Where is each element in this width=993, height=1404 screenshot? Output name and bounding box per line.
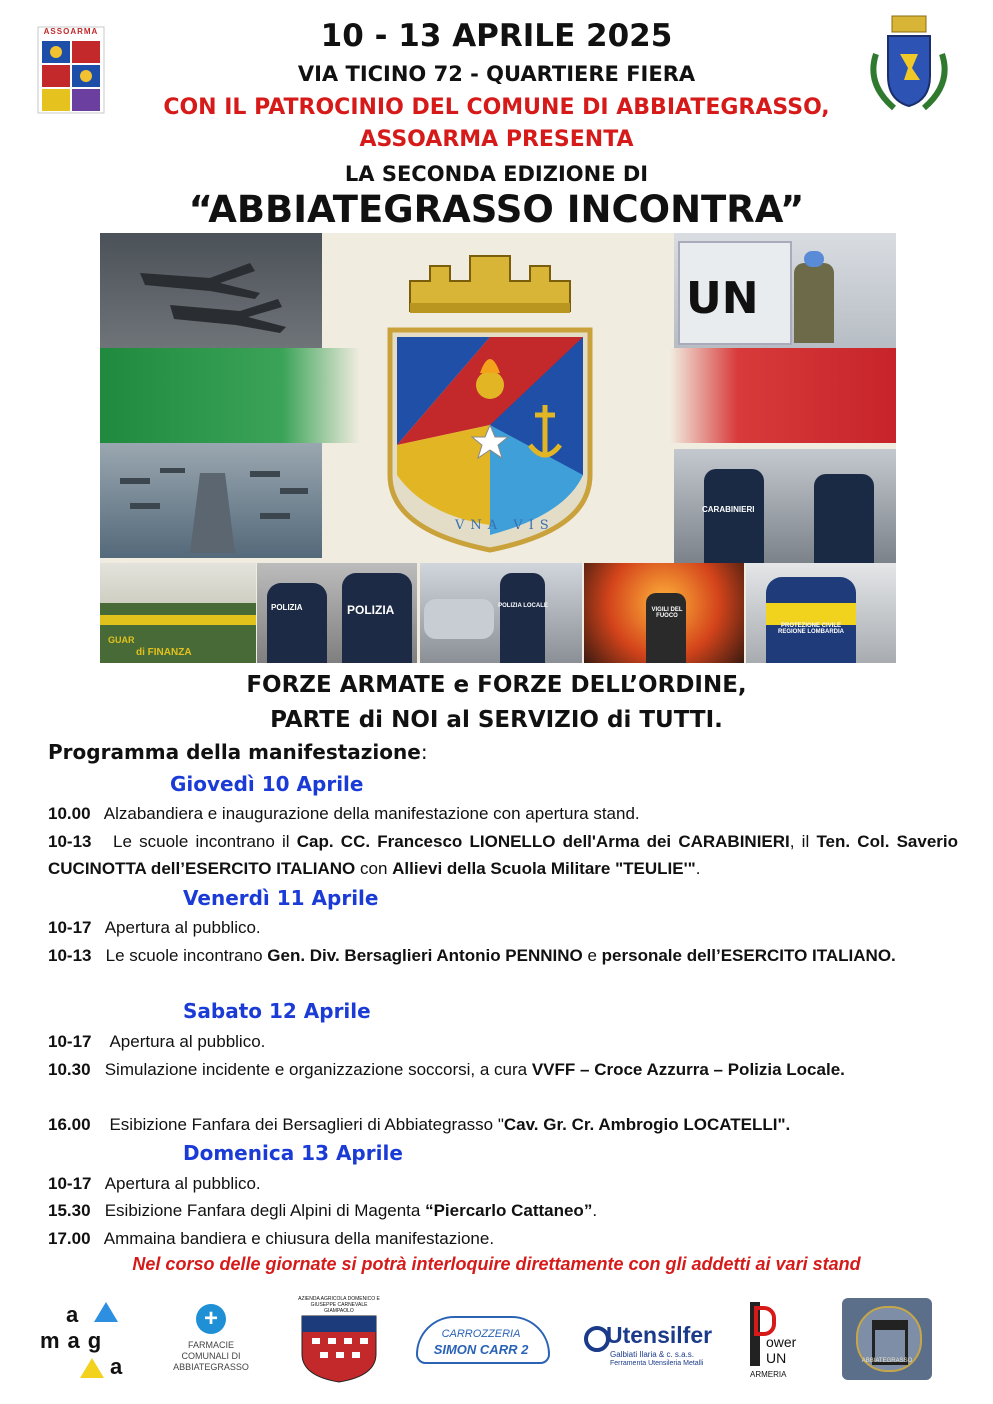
assoarma-label: ASSOARMA: [43, 27, 99, 36]
amaga-a2: a: [110, 1354, 123, 1379]
program-title-colon: :: [420, 740, 428, 764]
sponsor-utensilfer-logo: [580, 1296, 713, 1382]
event-bold: Allievi della Scuola Militare "TEULIE'": [392, 859, 696, 878]
program-title: [48, 740, 428, 764]
triangle-icon: [80, 1358, 104, 1378]
polizia-label: POLIZIA: [347, 603, 395, 617]
event-text: Apertura al pubblico.: [104, 918, 261, 937]
event-time: 10-13: [48, 832, 92, 851]
gdf-label-top: GUAR: [108, 635, 135, 645]
event-text: , il: [789, 832, 817, 851]
patronage-line-1: CON IL PATROCINIO DEL COMUNE DI ABBIATEGRASSO,: [163, 95, 830, 120]
edition-line: LA SECONDA EDIZIONE DI: [344, 162, 649, 186]
event-bold: Gen. Div. Bersaglieri Antonio PENNINO: [267, 946, 583, 965]
utensilfer-label: Utensilfer: [606, 1322, 713, 1348]
flag-red-band: [670, 348, 896, 443]
un-label: UN: [686, 273, 759, 324]
thu-event-2: [48, 828, 958, 882]
event-time: 10-13: [48, 946, 92, 965]
photo-guardia-finanza: [100, 563, 256, 663]
event-time: 10-17: [48, 1032, 92, 1051]
event-bold: personale dell’ESERCITO ITALIANO.: [601, 946, 896, 965]
photo-protezione-civile: [746, 563, 896, 663]
gruppo-label: ABBIATEGRASSO: [861, 1358, 913, 1364]
military-crest: [385, 325, 595, 555]
sat-event-3: [48, 1111, 958, 1138]
day-thursday: Giovedì 10 Aprile: [170, 772, 364, 796]
fri-event-2: [48, 942, 958, 969]
sun-event-1: [48, 1170, 958, 1197]
carrozzeria-label-1: CARROZZERIA: [441, 1328, 521, 1340]
event-time: 16.00: [48, 1115, 91, 1134]
sun-event-2: [48, 1197, 958, 1224]
photo-polizia: [257, 563, 417, 663]
thu-event-1: [48, 800, 958, 827]
sponsor-gruppo-logo: [842, 1296, 932, 1382]
photo-polizia-locale: [420, 563, 582, 663]
slogan-line-1: FORZE ARMATE e FORZE DELL’ORDINE,: [246, 672, 747, 698]
photo-collage: [100, 233, 896, 663]
powergun-label-2: UN: [766, 1350, 787, 1366]
event-bold: Cap. CC. Francesco LIONELLO dell'Arma dei CARABINIERI: [296, 832, 790, 851]
azienda-label: AZIENDA AGRICOLA DOMENICO E GIUSEPPE CARNEVALE GIAMPAOLO: [298, 1296, 380, 1314]
flag-green-band: [100, 348, 360, 443]
carrozzeria-label-2: SIMON CARR 2: [433, 1342, 529, 1357]
event-text: Apertura al pubblico.: [109, 1032, 266, 1051]
sat-event-1: [48, 1028, 958, 1055]
amaga-mag: mag: [40, 1328, 110, 1353]
program-note: Nel corso delle giornate si potrà interloquire direttamente con gli addetti ai vari stand: [132, 1254, 861, 1274]
powergun-label-3: ARMERIA: [750, 1370, 787, 1379]
event-bold: VVFF – Croce Azzurra – Polizia Locale.: [531, 1060, 845, 1079]
azienda-shield-icon: [298, 1314, 380, 1384]
utensilfer-sub2: Ferramenta Utensileria Metalli: [610, 1360, 704, 1367]
powergun-bowl-icon: [754, 1306, 776, 1336]
event-text: .: [592, 1201, 598, 1220]
sponsor-azienda-logo: [298, 1296, 380, 1382]
event-address: VIA TICINO 72 - QUARTIERE FIERA: [297, 62, 696, 86]
triangle-icon: [94, 1302, 118, 1322]
photo-vigili-fuoco: [584, 563, 744, 663]
powergun-label-1: ower: [766, 1334, 797, 1350]
event-time: 17.00: [48, 1229, 91, 1248]
vigili-label: VIGILI DEL FUOCO: [651, 607, 683, 619]
event-text: .: [695, 859, 701, 878]
photo-un-soldier: [674, 233, 896, 348]
fri-event-1: [48, 914, 958, 941]
protezione-civile-label: PROTEZIONE CIVILE REGIONE LOMBARDIA: [778, 623, 844, 635]
event-date: 10 - 13 APRILE 2025: [320, 18, 673, 54]
photo-carabinieri: [674, 449, 896, 563]
crest-motto: VNA VIS: [455, 518, 555, 533]
carabinieri-label: CARABINIERI: [702, 505, 755, 514]
sat-event-2: [48, 1056, 958, 1083]
event-bold: Ten. Col. Saverio CUCINOTTA dell’ESERCITO ITALIANO: [48, 832, 959, 878]
day-friday: Venerdì 11 Aprile: [183, 886, 379, 910]
patronage-line-2: ASSOARMA PRESENTA: [359, 127, 634, 152]
event-time: 10.00: [48, 804, 91, 823]
event-text: e: [582, 946, 602, 965]
photo-navy-ships: [100, 443, 322, 558]
slogan-line-2: PARTE di NOI al SERVIZIO di TUTTI.: [270, 707, 723, 733]
event-text: Le scuole incontrano: [105, 946, 268, 965]
program-title-text: Programma della manifestazione: [48, 740, 421, 764]
event-text: Ammaina bandiera e chiusura della manifestazione.: [103, 1229, 495, 1248]
event-text: Apertura al pubblico.: [104, 1174, 261, 1193]
polizia-small-label: POLIZIA: [271, 603, 303, 612]
event-title: “ABBIATEGRASSO INCONTRA”: [188, 188, 805, 231]
event-text: Esibizione Fanfara dei Bersaglieri di Abbiategrasso ": [109, 1115, 504, 1134]
day-saturday: Sabato 12 Aprile: [183, 999, 371, 1023]
event-time: 10-17: [48, 918, 92, 937]
sponsor-amaga-logo: [40, 1296, 140, 1382]
event-text: Alzabandiera e inaugurazione della manifestazione con apertura stand.: [103, 804, 640, 823]
event-bold: Cav. Gr. Cr. Ambrogio LOCATELLI".: [503, 1115, 791, 1134]
crown-icon: [390, 241, 590, 321]
event-text: Le scuole incontrano il: [113, 832, 297, 851]
event-bold: “Piercarlo Cattaneo”: [425, 1201, 593, 1220]
event-text: Esibizione Fanfara degli Alpini di Magenta: [104, 1201, 426, 1220]
sponsor-carrozzeria-logo: [410, 1296, 552, 1382]
event-time: 10-17: [48, 1174, 92, 1193]
sponsor-farmacie-logo: [166, 1296, 256, 1382]
event-time: 10.30: [48, 1060, 91, 1079]
amaga-a: a: [66, 1302, 79, 1327]
photo-jets: [100, 233, 322, 348]
utensilfer-sub: Galbiati Ilaria & c. s.a.s.: [610, 1350, 695, 1359]
polizia-locale-label: POLIZIA LOCALE: [498, 603, 548, 609]
sun-event-3: [48, 1225, 958, 1252]
event-text: con: [355, 859, 393, 878]
gdf-label: di FINANZA: [136, 647, 192, 658]
day-sunday: Domenica 13 Aprile: [183, 1141, 403, 1165]
farmacie-label: FARMACIE COMUNALI DI ABBIATEGRASSO: [173, 1340, 249, 1372]
sponsor-powergun-logo: [736, 1296, 818, 1382]
event-text: Simulazione incidente e organizzazione soccorsi, a cura: [104, 1060, 532, 1079]
pharmacy-cross-icon: +: [196, 1304, 226, 1334]
event-time: 15.30: [48, 1201, 91, 1220]
